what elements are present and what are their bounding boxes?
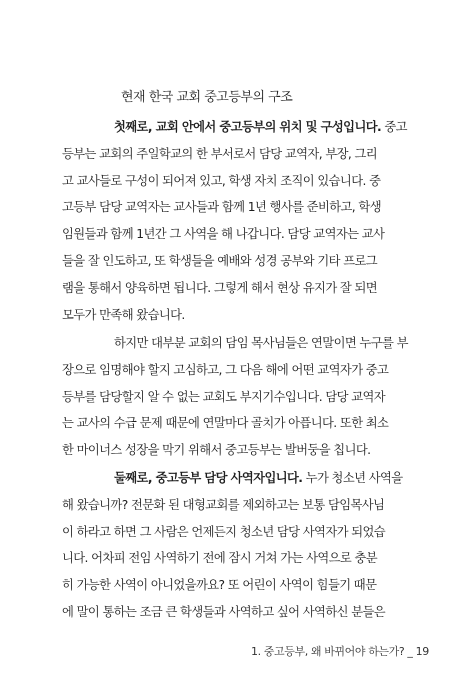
paragraph-lead: 둘째로, 중고등부 담당 사역자입니다.: [114, 471, 303, 485]
paragraph-line: [62, 465, 408, 492]
paragraph-line: 하지만 대부분 교회의 담임 목사님들은 연말이면 누구를 부: [114, 336, 408, 350]
paragraph-1: [62, 114, 408, 328]
paragraph-line: 고등부 담당 교역자는 교사들과 함께 1년 행사를 준비하고, 학생: [62, 200, 381, 215]
paragraph-line: 등부를 담당할지 알 수 없는 교회도 부지기수입니다. 담당 교역자: [62, 389, 386, 404]
paragraph-line: 장으로 임명해야 할지 고심하고, 그 다음 해에 어떤 교역자가 중고: [62, 362, 389, 377]
paragraph-line: 는 교사의 수급 문제 때문에 연말마다 골치가 아픕니다. 또한 최소: [62, 416, 389, 431]
paragraph-line: 고 교사들로 구성이 되어져 있고, 학생 자치 조직이 있습니다. 중: [62, 173, 381, 188]
paragraph-line: 이 하라고 하면 그 사람은 언제든지 청소년 담당 사역자가 되었습: [62, 524, 386, 539]
section-title: 현재 한국 교회 중고등부의 구조: [121, 90, 293, 105]
paragraph-line: 등부는 교회의 주일학교의 한 부서로서 담당 교역자, 부장, 그리: [62, 146, 378, 161]
paragraph-line: 히 가능한 사역이 아니었을까요? 또 어린이 사역이 힘들기 때문: [62, 578, 377, 593]
paragraph-line: 니다. 어차피 전임 사역하기 전에 잠시 거쳐 가는 사역으로 충분: [62, 551, 378, 566]
paragraph-line: [62, 114, 408, 141]
paragraph-3: [62, 465, 408, 626]
paragraph-line: 임원들과 함께 1년간 그 사역을 해 나갑니다. 담당 교역자는 교사: [62, 227, 385, 242]
paragraph-line: 에 말이 통하는 조금 큰 학생들과 사역하고 싶어 사역하신 분들은: [62, 604, 386, 619]
paragraph-lead: 첫째로, 교회 안에서 중고등부의 위치 및 구성입니다.: [114, 120, 382, 134]
page-footer: 1. 중고등부, 왜 바뀌어야 하는가? _ 19: [251, 645, 429, 658]
paragraph-line: 한 마이너스 성장을 막기 위해서 중고등부는 발버둥을 칩니다.: [62, 443, 371, 458]
paragraph-line: 해 왔습니까? 전문화 된 대형교회를 제외하고는 보통 담임목사님: [62, 497, 385, 512]
paragraph-line-text: 중고: [381, 120, 407, 134]
paragraph-2: [62, 330, 408, 464]
paragraph-line: 모두가 만족해 왔습니다.: [62, 307, 185, 322]
paragraph-line: 들을 잘 인도하고, 또 학생들을 예배와 성경 공부와 기타 프로그: [62, 253, 378, 268]
paragraph-line-text: 누가 청소년 사역을: [302, 471, 403, 485]
paragraph-line: 램을 통해서 양육하면 됩니다. 그렇게 해서 현상 유지가 잘 되면: [62, 280, 378, 295]
